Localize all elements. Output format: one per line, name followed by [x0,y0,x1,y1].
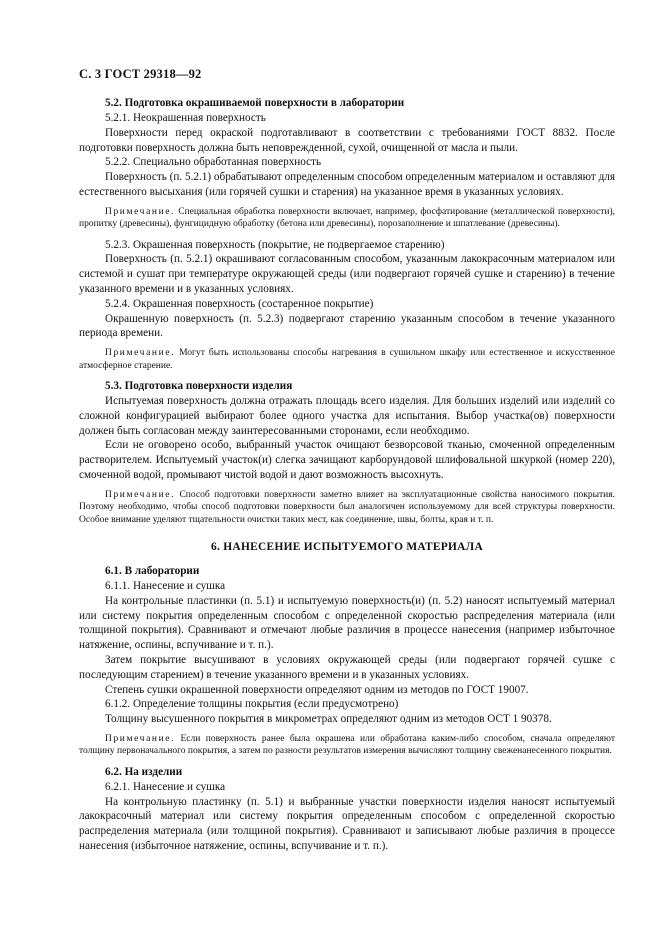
note-text: Специальная обработка поверхности включает, например, фосфатирование (металлической поверхности), пропитку (древесины), фунгицидную обработку (бетона или древесины), порозаполнение и шпатлевание (древесины). [79,206,616,230]
clause-5-2-1-title: 5.2.1. Неокрашенная поверхность [105,112,266,124]
section-6-1-heading: 6.1. В лаборатории [105,564,200,577]
clause-5-2-4-title: 5.2.4. Окрашенная поверхность (состаренное покрытие) [105,297,374,310]
clause-6-1-1-title: 6.1.1. Нанесение и сушка [105,579,226,592]
section-5-3-heading: 5.3. Подготовка поверхности изделия [105,379,293,392]
note-text: Способ подготовки поверхности заметно влияет на эксплуатационные свойства наносимого покрытия. Поэтому необходимо, чтобы способ подготовки поверхности был аналогичен используемому для всей структуры поверхности. Особое внимание уделяют тщательности очистки таких мест, как соединение, швы, болты, края и т. п. [79,489,616,525]
page-header: С. 3 ГОСТ 29318—92 [79,67,202,81]
clause-5-2-2-title: 5.2.2. Специально обработанная поверхность [105,156,322,169]
clause-6-1-1-paragraph-2: Затем покрытие высушивают в условиях окружающей среды (или подвергают горячей сушке с последующим старением) в течение указанного времени и в указанных условиях. [79,653,615,681]
clause-6-2-1-text: На контрольную пластинку (п. 5.1) и выбранные участки поверхности изделия наносят испытуемый лакокрасочный материал или систему покрытия определенным способом с определенной скоростью распределения материала (или толщиной покрытия). Сравнивают и записывают любые различия в процессе нанесения (избыточное натяжение, оспины, вспучивание и т. п.). [79,795,615,852]
note-text: Если поверхность ранее была окрашена или обработана каким-либо способом, сначала определяют толщину первоначального покрытия, а затем по разности результатов измерения вычисляют толщину свеженанесенного покрытия. [79,733,616,757]
section-5-3-paragraph-2: Если не оговорено особо, выбранный участок очищают безворсовой тканью, смоченной определенным растворителем. Испытуемый участок(и) слегка зачищают карборундовой шлифовальной шкуркой (номер 220), смоченной водой, промывают чистой водой и дают возможность высохнуть. [79,439,615,481]
clause-5-2-3-title: 5.2.3. Окрашенная поверхность (покрытие, не подвергаемое старению) [105,238,445,251]
note-label: Примечание. [105,489,176,500]
clause-6-1-2-text: Толщину высушенного покрытия в микрометрах определяют одним из методов ОСТ 1 90378. [105,713,552,726]
note-text: Могут быть использованы способы нагревания в сушильном шкафу или естественное и искусственное атмосферное старение. [79,348,615,371]
note-label: Примечание. [105,206,176,217]
clause-6-1-1-paragraph-3: Степень сушки окрашенной поверхности определяют одним из методов по ГОСТ 19007. [105,683,529,696]
document-body [79,96,615,854]
section-5-2-heading: 5.2. Подготовка окрашиваемой поверхности в лаборатории [105,97,405,109]
note-5-2-4 [79,347,615,372]
note-label: Примечание. [105,733,176,744]
clause-5-2-2-text: Поверхность (п. 5.2.1) обрабатывают определенным способом определенным материалом и оставляют для естественного высыхания (или горячей сушки и старения) на указанное время в указанных условиях. [79,171,615,198]
clause-6-1-1-paragraph-1: На контрольные пластинки (п. 5.1) и испытуемую поверхность(и) (п. 5.2) наносят испытуемый материал или систему покрытия определенным способом с определенной скоростью распределения материала (или толщиной покрытия). Сравнивают и отмечают любые различия в процессе нанесения (например избыточное натяжение, оспины, вспучивание и т. п.). [79,594,615,652]
clause-6-2-1-title: 6.2.1. Нанесение и сушка [105,780,226,793]
clause-5-2-3-text: Поверхность (п. 5.2.1) окрашивают согласованным способом, указанным лакокрасочным материалом или системой и сушат при температуре окружающей среды (или подвергают горячей сушке и старению) в течение указанного времени и в указанных условиях. [79,253,615,295]
note-label: Примечание. [105,348,176,359]
note-6-1-2 [79,733,615,758]
section-5-3-paragraph-1: Испытуемая поверхность должна отражать площадь всего изделия. Для больших изделий или изделий со сложной конфигурацией выбирают более одного участка для испытания. Выбор участка(ов) поверхности должен быть согласован между заинтересованными сторонами, если необходимо. [79,394,615,437]
section-6-2-heading: 6.2. На изделии [105,765,183,778]
clause-5-2-1-text: Поверхности перед окраской подготавливают в соответствии с требованиями ГОСТ 8832. После подготовки поверхность должна быть неповрежденной, сухой, очищенной от масла и пыли. [79,126,615,154]
note-5-3 [79,489,615,526]
clause-5-2-4-text: Окрашенную поверхность (п. 5.2.3) подвергают старению указанным способом в течение указанного периода времени. [79,312,615,340]
section-6-heading: 6. НАНЕСЕНИЕ ИСПЫТУЕМОГО МАТЕРИАЛА [210,540,484,553]
clause-6-1-2-title: 6.1.2. Определение толщины покрытия (если предусмотрено) [105,698,399,711]
note-5-2-2 [79,206,615,231]
